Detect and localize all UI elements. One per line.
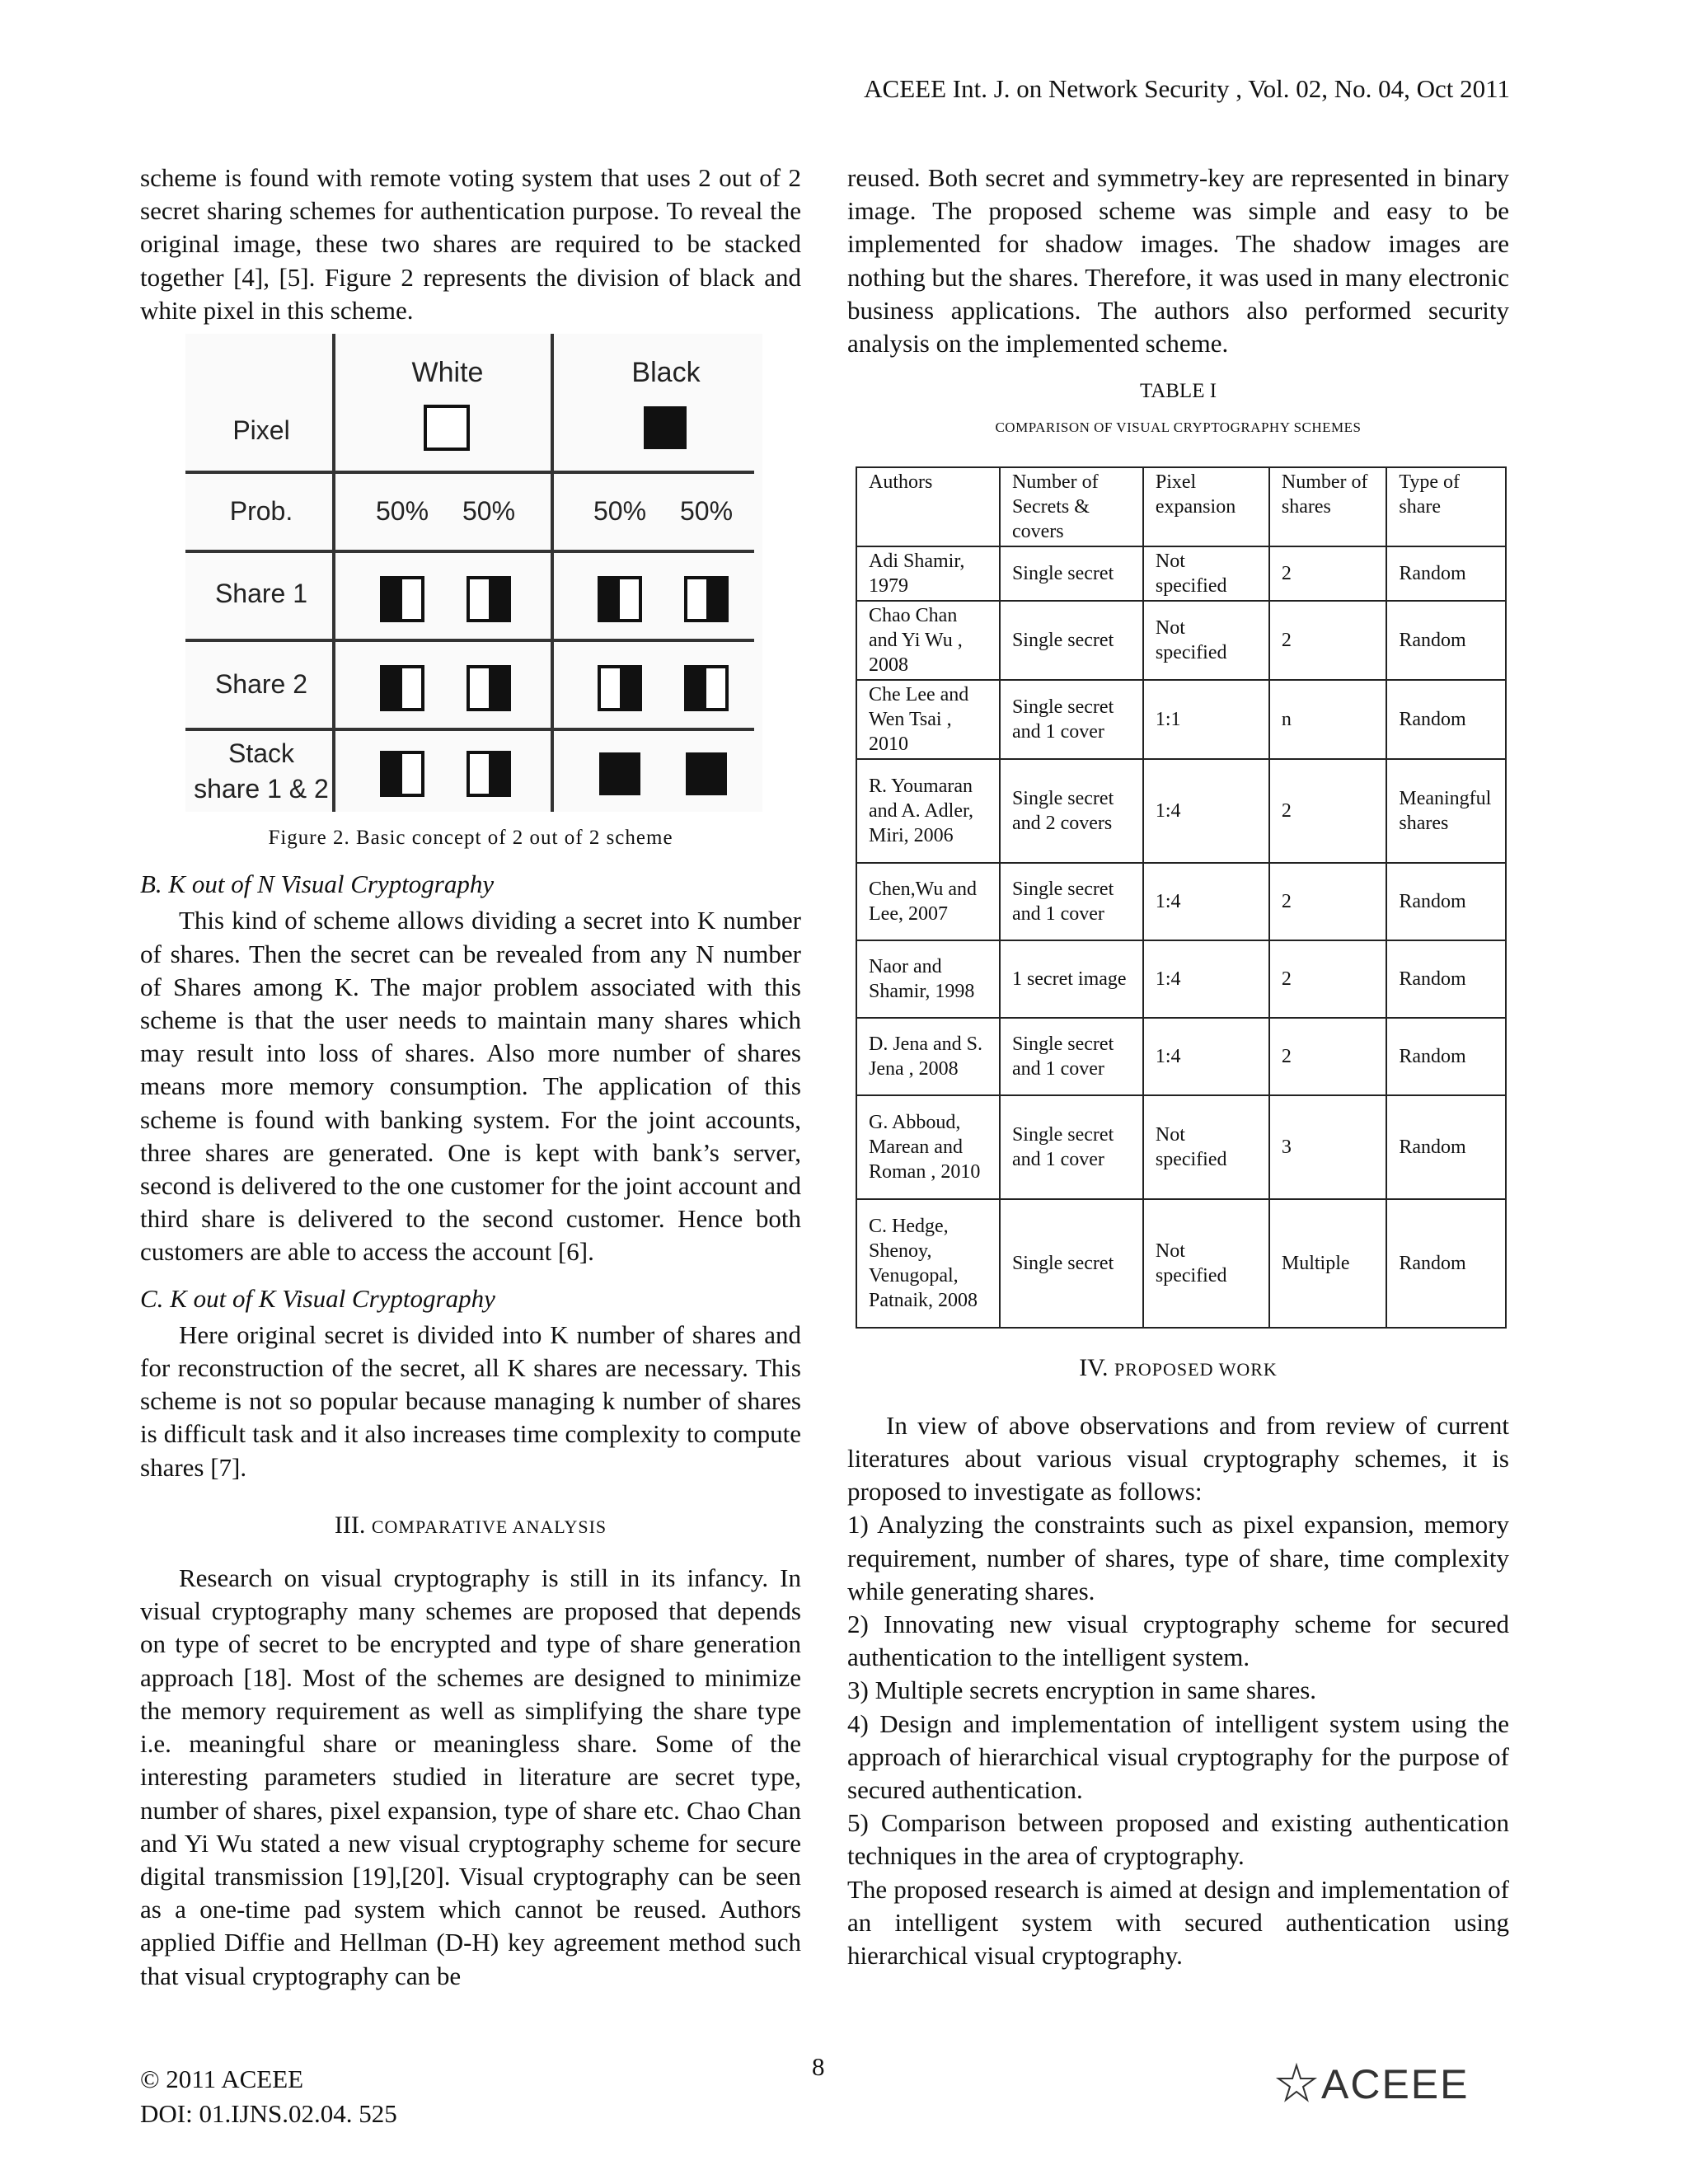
cell: Random bbox=[1386, 863, 1506, 940]
cell: 2 bbox=[1269, 1018, 1387, 1095]
cell: Chen,Wu and Lee, 2007 bbox=[856, 863, 1000, 940]
table-row bbox=[856, 1199, 1506, 1328]
th-number-of-shares: Number of shares bbox=[1269, 467, 1387, 546]
page-number: 8 bbox=[812, 2052, 825, 2081]
table-row bbox=[856, 601, 1506, 680]
section-4-title: PROPOSED WORK bbox=[1114, 1358, 1278, 1380]
section-4-number: IV. bbox=[1079, 1353, 1114, 1381]
table-row bbox=[856, 1095, 1506, 1199]
cell: n bbox=[1269, 680, 1387, 759]
cell: Not specified bbox=[1143, 601, 1269, 680]
footer-left bbox=[140, 2062, 397, 2131]
star-icon bbox=[1278, 2065, 1315, 2100]
figure-2 bbox=[185, 334, 762, 812]
cell: Random bbox=[1386, 1018, 1506, 1095]
fig-white-pixel bbox=[425, 406, 468, 449]
section-b-text: This kind of scheme allows dividing a secret into K number of shares. Then the secret can be revealed from any N number of Shares among K. The major problem associated with this scheme is that the user needs to maintain many shares which may result into loss of shares. Also more number of shares means more memory consumption. The application of this scheme is found with banking system. For the joint accounts, three shares are generated. One is kept with bank’s server, second is delivered to the one customer for the joint account and third share is delivered to the second customer. Hence both customers are able to access the account [6]. bbox=[140, 906, 801, 1267]
fig-prob-3: 50% bbox=[593, 496, 647, 527]
fig-row-pixel: Pixel bbox=[232, 415, 290, 446]
list-item: 4) Design and implementation of intelligent system using the approach of hierarchical visual cryptography for the purpose of secured authentication. bbox=[847, 1708, 1509, 1805]
figure-2-diagram bbox=[185, 334, 762, 812]
cell: Random bbox=[1386, 601, 1506, 680]
th-pixel-expansion: Pixel expansion bbox=[1143, 467, 1269, 546]
section-3-heading bbox=[140, 1509, 801, 1544]
fig-prob-4: 50% bbox=[679, 496, 734, 527]
right-column bbox=[847, 162, 1509, 1972]
th-secrets: Number of Secrets & covers bbox=[1000, 467, 1143, 546]
fig-row-share2: Share 2 bbox=[214, 669, 308, 700]
th-authors: Authors bbox=[856, 467, 1000, 546]
cell: 2 bbox=[1269, 940, 1387, 1018]
closing-paragraph: The proposed research is aimed at design and implementation of an intelligent system with secured authentication using hierarchical visual cryptography. bbox=[847, 1874, 1509, 1971]
fig-row-stack-1: Stack bbox=[227, 738, 295, 769]
fig-prob-2: 50% bbox=[462, 496, 516, 527]
cell: 2 bbox=[1269, 546, 1387, 601]
cell: C. Hedge, Shenoy, Venugopal, Patnaik, 2008 bbox=[856, 1199, 1000, 1328]
cell: Not specified bbox=[1143, 1199, 1269, 1328]
cell: Adi Shamir, 1979 bbox=[856, 546, 1000, 601]
table-row bbox=[856, 680, 1506, 759]
table-label: TABLE I bbox=[1139, 380, 1217, 403]
section-3-number: III. bbox=[334, 1511, 372, 1539]
table-title: COMPARISON OF VISUAL CRYPTOGRAPHY SCHEMES bbox=[995, 419, 1362, 436]
section-c-text: Here original secret is divided into K number of shares and for reconstruction of the secret, all K shares are necessary. This scheme is not so popular because managing k number of shares is difficult task and it also increases time complexity to compute shares [7]. bbox=[140, 1319, 801, 1482]
cell: 2 bbox=[1269, 863, 1387, 940]
table-row bbox=[856, 1018, 1506, 1095]
cell: Random bbox=[1386, 680, 1506, 759]
section-b-title: B. K out of N Visual Cryptography bbox=[140, 869, 495, 899]
table-row bbox=[856, 546, 1506, 601]
list-item: 3) Multiple secrets encryption in same shares. bbox=[847, 1675, 1317, 1705]
cell: Meaningful shares bbox=[1386, 759, 1506, 863]
fig-prob-1: 50% bbox=[375, 496, 429, 527]
cell: Random bbox=[1386, 1095, 1506, 1199]
section-4-intro: In view of above observations and from review of current literatures about various visual cryptography schemes, it is proposed to investigate as follows: bbox=[847, 1410, 1509, 1507]
proposed-list bbox=[847, 1508, 1509, 1872]
logo-text: ACEEE bbox=[1321, 2061, 1470, 2107]
th-type-of-share: Type of share bbox=[1386, 467, 1506, 546]
cell: Not specified bbox=[1143, 1095, 1269, 1199]
table-row bbox=[856, 863, 1506, 940]
cell: Single secret bbox=[1000, 601, 1143, 680]
fig-col-white: White bbox=[411, 357, 484, 389]
comparison-table bbox=[856, 466, 1507, 1329]
cell: 2 bbox=[1269, 759, 1387, 863]
cell: Single secret and 1 cover bbox=[1000, 1095, 1143, 1199]
table-header-row bbox=[856, 467, 1506, 546]
cell: R. Youmaran and A. Adler, Miri, 2006 bbox=[856, 759, 1000, 863]
cell: Chao Chan and Yi Wu , 2008 bbox=[856, 601, 1000, 680]
cell: 2 bbox=[1269, 601, 1387, 680]
cell: Single secret bbox=[1000, 1199, 1143, 1328]
section-4-heading bbox=[847, 1352, 1509, 1386]
cell: Not specified bbox=[1143, 546, 1269, 601]
cell: Single secret bbox=[1000, 546, 1143, 601]
cell: Single secret and 1 cover bbox=[1000, 1018, 1143, 1095]
cell: Single secret and 1 cover bbox=[1000, 680, 1143, 759]
fig-row-prob: Prob. bbox=[229, 496, 293, 527]
cell: D. Jena and S. Jena , 2008 bbox=[856, 1018, 1000, 1095]
cell: 1:4 bbox=[1143, 940, 1269, 1018]
section-3-text: Research on visual cryptography is still in its infancy. In visual cryptography many schemes are proposed that depends on type of secret to be encrypted and type of share generation approach [18]. Most of the schemes are designed to minimize the memory requirement as well as simplifying the share type i.e. meaningful share or meaningless share. Some of the interesting parameters studied in literature are secret type, number of shares, pixel expansion, type of share etc. Chao Chan and Yi Wu stated a new visual cryptography scheme for secure digital transmission [19],[20]. Visual cryptography can be seen as a one-time pad system which cannot be reused. Authors applied Diffie and Hellman (D-H) key agreement method such that visual cryptography can be bbox=[140, 1563, 801, 1990]
cell: 1:4 bbox=[1143, 863, 1269, 940]
running-header: ACEEE Int. J. on Network Security , Vol. 02, No. 04, Oct 2011 bbox=[864, 74, 1510, 103]
figure-2-caption: Figure 2. Basic concept of 2 out of 2 scheme bbox=[268, 827, 673, 850]
cell: Single secret and 1 cover bbox=[1000, 863, 1143, 940]
fig-col-black: Black bbox=[631, 357, 701, 389]
continued-paragraph: reused. Both secret and symmetry-key are represented in binary image. The proposed scheme was simple and easy to be implemented for shadow images. The shadow images are nothing but the shares. Therefore, it was used in many electronic business applications. The authors also performed security analysis on the implemented scheme. bbox=[847, 163, 1509, 359]
cell: Naor and Shamir, 1998 bbox=[856, 940, 1000, 1018]
fig-row-share1: Share 1 bbox=[214, 579, 308, 609]
cell: Che Lee and Wen Tsai , 2010 bbox=[856, 680, 1000, 759]
list-item: 1) Analyzing the constraints such as pixel expansion, memory requirement, number of shares, type of share, time complexity while generating shares. bbox=[847, 1510, 1509, 1605]
doi: DOI: 01.IJNS.02.04. 525 bbox=[140, 2099, 397, 2128]
cell: 1:4 bbox=[1143, 1018, 1269, 1095]
cell: Random bbox=[1386, 1199, 1506, 1328]
cell: 3 bbox=[1269, 1095, 1387, 1199]
cell: 1:1 bbox=[1143, 680, 1269, 759]
intro-paragraph: scheme is found with remote voting system that uses 2 out of 2 secret sharing schemes for authentication purpose. To reveal the original image, these two shares are required to be stacked together [4], [5]. Figure 2 represents the division of black and white pixel in this scheme. bbox=[140, 163, 801, 325]
cell: Random bbox=[1386, 940, 1506, 1018]
aceee-logo bbox=[1273, 2060, 1512, 2107]
fig-row-stack-2: share 1 & 2 bbox=[194, 774, 329, 804]
list-item: 5) Comparison between proposed and existing authentication techniques in the area of cryptography. bbox=[847, 1808, 1509, 1871]
section-3-title: COMPARATIVE ANALYSIS bbox=[371, 1516, 607, 1537]
cell: 1:4 bbox=[1143, 759, 1269, 863]
list-item: 2) Innovating new visual cryptography scheme for secured authentication to the intelligent system. bbox=[847, 1610, 1509, 1672]
table-row bbox=[856, 759, 1506, 863]
copyright: © 2011 ACEEE bbox=[140, 2064, 304, 2093]
cell: Random bbox=[1386, 546, 1506, 601]
cell: 1 secret image bbox=[1000, 940, 1143, 1018]
cell: Multiple bbox=[1269, 1199, 1387, 1328]
fig-black-pixel bbox=[644, 406, 687, 449]
cell: G. Abboud, Marean and Roman , 2010 bbox=[856, 1095, 1000, 1199]
cell: Single secret and 2 covers bbox=[1000, 759, 1143, 863]
table-row bbox=[856, 940, 1506, 1018]
left-column bbox=[140, 162, 801, 1993]
section-c-title: C. K out of K Visual Cryptography bbox=[140, 1283, 495, 1313]
